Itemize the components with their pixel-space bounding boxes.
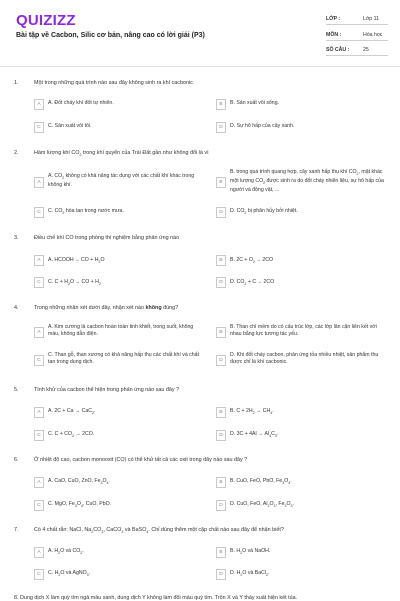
question-text: Một trong những quá trình nào sau đây không sinh ra khí cacbonic <box>34 80 193 86</box>
question-text: Điều chế khí CO trong phòng thí nghiệm bằng phản ứng nào <box>34 235 180 241</box>
quizizz-logo: QUIZIZZ <box>16 12 76 29</box>
question-text: Tính khử của cacbon thể hiện trong phản ứng nào sau đây ? <box>34 387 180 393</box>
document-title: Bài tập về Cacbon, Silic cơ bản, nâng cao có lời giải (P3) <box>16 32 205 39</box>
question-8-partial: 8. Dung dịch X làm quỳ tím ngả màu xanh, dung dịch Y không làm đổi màu quỳ tím. Trộn X và Y thấy xuất hiện kết tủa. <box>14 595 298 601</box>
header-divider <box>0 66 400 67</box>
question-text: Trong những nhận xét dưới đây, nhận xét nào không đúng? <box>34 305 179 311</box>
question-text: Có 4 chất rắn: NaCl, $Na_2CO_3$, CaCO$_3$ và BaSO$_4$. Chỉ dùng thêm một cặp chất nào sau đây để nhận biết? <box>34 527 284 535</box>
question-text: Ở nhiệt độ cao, cacbon monooxit (CO) có thể khử tất cả các oxit trong dãy nào sau đây ? <box>34 457 248 463</box>
question-text: Hàm lượng khí $CO_2$ trong khí quyển của Trái Đất gần như không đổi là vì <box>34 150 209 158</box>
document-header: QUIZIZZ Bài tập về Cacbon, Silic cơ bản, nâng cao có lời giải (P3) LỚP : Lớp 11 MÔN : Hóa học SỐ CÂU : 25 <box>0 0 400 70</box>
